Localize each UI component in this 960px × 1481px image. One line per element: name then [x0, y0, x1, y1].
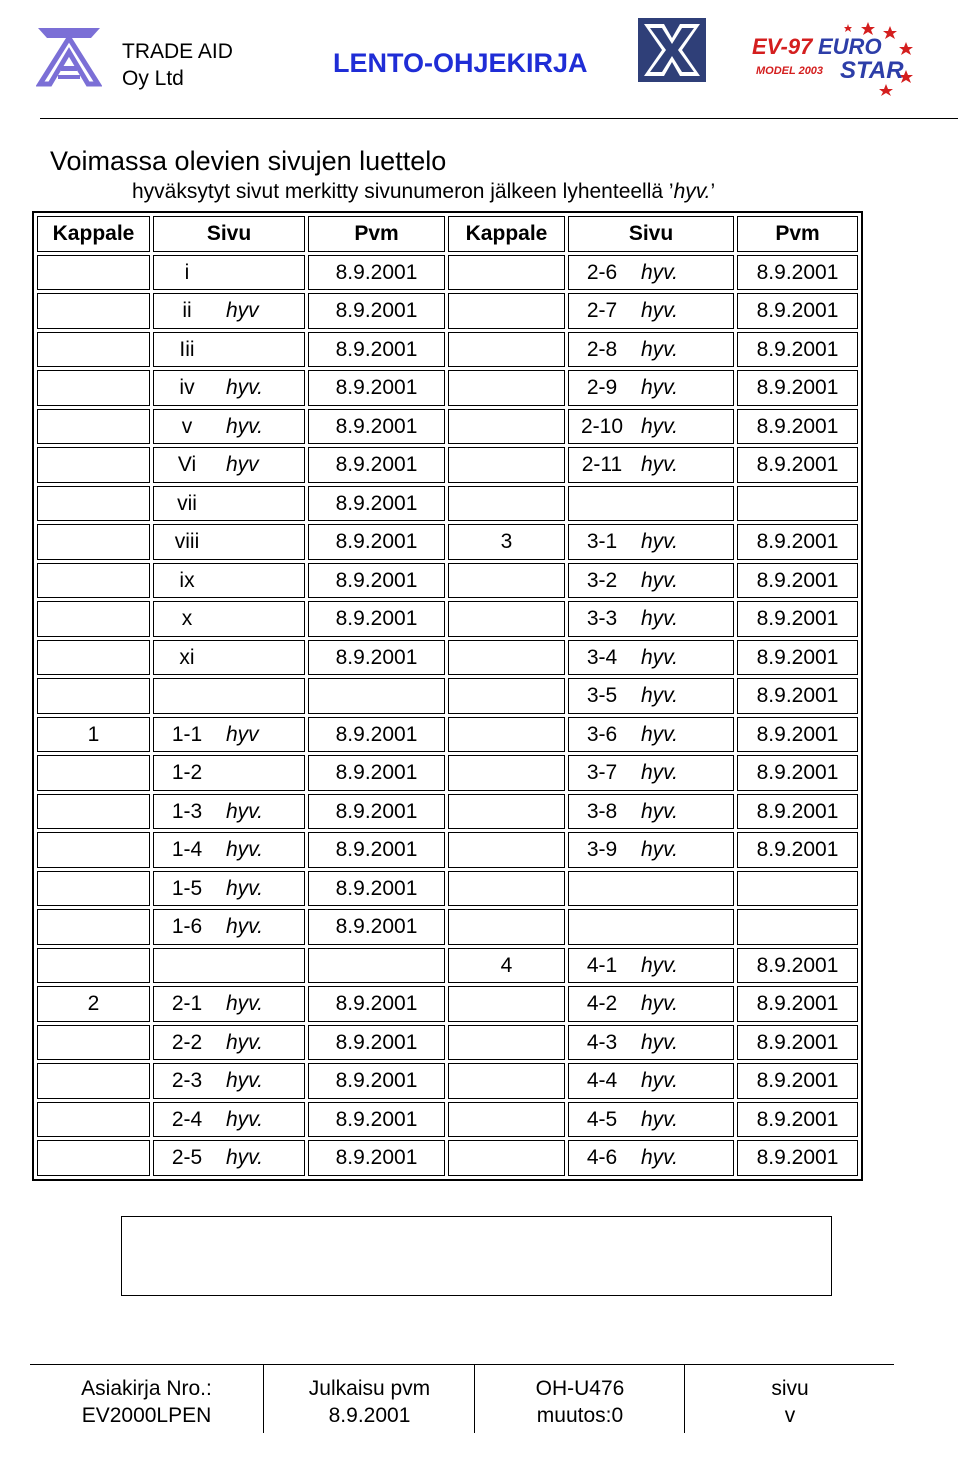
approved-mark: hyv.: [226, 376, 263, 399]
page-number: ii: [182, 299, 192, 322]
footer-divider: [263, 1365, 264, 1433]
section-cell-left: [37, 1063, 150, 1099]
section-cell-left: [37, 1140, 150, 1176]
date-cell-right: 8.9.2001: [737, 524, 858, 560]
date-cell-right: 8.9.2001: [737, 832, 858, 868]
page-number: xi: [179, 645, 195, 669]
footer-page-number: [686, 1365, 894, 1433]
approved-mark: hyv.: [641, 260, 678, 284]
date-cell-right: [737, 871, 858, 907]
header-divider: [40, 118, 958, 119]
page-cell-right: [568, 1102, 734, 1138]
page-cell-right: [568, 409, 734, 445]
approved-mark: hyv.: [226, 876, 263, 900]
section-cell-right: [448, 986, 565, 1022]
section-cell-left: [37, 640, 150, 676]
page-number: 4-3: [586, 1030, 618, 1054]
date-cell-right: 8.9.2001: [737, 1025, 858, 1061]
page-cell-right: [568, 640, 734, 676]
date-cell-right: 8.9.2001: [737, 640, 858, 676]
table-row: [37, 563, 858, 599]
page-cell-left: [153, 255, 305, 291]
table-row: [37, 1025, 858, 1061]
section-cell-left: [37, 948, 150, 984]
page-number: 2-1: [171, 992, 203, 1015]
section-cell-right: [448, 293, 565, 329]
table-row: [37, 678, 858, 714]
page-number: 3-3: [586, 607, 618, 630]
footer-divider: [474, 1365, 475, 1433]
footer-label: Julkaisu pvm: [308, 1377, 431, 1400]
page-number: 3-5: [586, 684, 618, 707]
table-row: [37, 332, 858, 368]
approved-mark: hyv.: [641, 761, 678, 784]
ev97-eurostar-logo: [748, 18, 914, 96]
page-cell-left: [153, 293, 305, 329]
empty-notes-box: [121, 1216, 832, 1296]
section-cell-left: [37, 871, 150, 907]
page-cell-right: [568, 1063, 734, 1099]
page-cell-left: [153, 755, 305, 791]
page-cell-left: [153, 678, 305, 714]
table-row: [37, 524, 858, 560]
table-row: [37, 1102, 858, 1138]
page-cell-right: [568, 255, 734, 291]
subtitle-abbreviation: hyv.: [673, 180, 711, 203]
page-number: i: [184, 260, 190, 284]
page-number: 2-5: [171, 1146, 203, 1169]
date-cell-left: 8.9.2001: [308, 524, 445, 560]
section-cell-right: [448, 1102, 565, 1138]
page-cell-left: [153, 332, 305, 368]
page-cell-right: [568, 755, 734, 791]
approved-mark: hyv: [226, 453, 259, 476]
date-cell-right: [737, 909, 858, 945]
approved-mark: hyv.: [226, 915, 263, 938]
page-number: x: [181, 607, 193, 630]
section-cell-left: [37, 447, 150, 483]
section-cell-right: [448, 832, 565, 868]
page-cell-left: [153, 601, 305, 637]
section-cell-right: [448, 909, 565, 945]
section-cell-left: 2: [37, 986, 150, 1022]
section-cell-left: [37, 409, 150, 445]
company-line-2: Oy Ltd: [122, 67, 184, 90]
table-header-row: [37, 216, 858, 252]
approved-mark: hyv.: [226, 1146, 263, 1169]
date-cell-left: 8.9.2001: [308, 409, 445, 445]
page-cell-left: [153, 871, 305, 907]
footer-document-number: [30, 1365, 263, 1433]
page-number: 2-2: [171, 1030, 203, 1054]
date-cell-left: 8.9.2001: [308, 486, 445, 522]
page-cell-left: [153, 447, 305, 483]
date-cell-left: 8.9.2001: [308, 447, 445, 483]
table-row: [37, 794, 858, 830]
section-cell-right: [448, 1140, 565, 1176]
section-cell-right: [448, 563, 565, 599]
page-number: 3-9: [586, 838, 618, 861]
date-cell-left: [308, 678, 445, 714]
date-cell-left: 8.9.2001: [308, 986, 445, 1022]
footer-label: Asiakirja Nro.:: [81, 1377, 212, 1400]
page-cell-left: [153, 909, 305, 945]
date-cell-left: 8.9.2001: [308, 1025, 445, 1061]
table-row: [37, 909, 858, 945]
page-cell-right: [568, 794, 734, 830]
table-row: [37, 409, 858, 445]
col-header-page-right: Sivu: [568, 216, 734, 252]
section-cell-right: [448, 640, 565, 676]
page-number: iv: [179, 376, 195, 399]
page-cell-left: [153, 794, 305, 830]
approved-mark: hyv.: [641, 530, 678, 553]
approved-mark: hyv.: [641, 607, 678, 630]
approved-mark: hyv.: [641, 992, 678, 1015]
page-cell-left: [153, 1140, 305, 1176]
table-row: [37, 717, 858, 753]
page-number: 4-6: [586, 1146, 618, 1169]
section-cell-right: [448, 447, 565, 483]
page-number: 3-2: [586, 568, 618, 592]
page-cell-right: [568, 447, 734, 483]
footer-divider: [684, 1365, 685, 1433]
page-cell-left: [153, 524, 305, 560]
page-subtitle: [132, 180, 715, 204]
col-header-section-right: Kappale: [448, 216, 565, 252]
page-number: 4-5: [586, 1107, 618, 1131]
approved-mark: hyv: [226, 722, 259, 746]
approved-mark: hyv.: [226, 1069, 263, 1092]
page-number: 3-6: [586, 722, 618, 746]
date-cell-left: 8.9.2001: [308, 871, 445, 907]
page-cell-right: [568, 986, 734, 1022]
section-cell-left: [37, 1025, 150, 1061]
page-cell-right: [568, 1025, 734, 1061]
section-cell-right: [448, 794, 565, 830]
page-number: 2-3: [171, 1069, 203, 1092]
page-cell-right: [568, 909, 734, 945]
section-cell-left: [37, 293, 150, 329]
date-cell-left: 8.9.2001: [308, 1140, 445, 1176]
page-cell-left: [153, 486, 305, 522]
section-cell-right: [448, 717, 565, 753]
section-cell-right: 3: [448, 524, 565, 560]
table-row: [37, 640, 858, 676]
page-number: 2-7: [586, 299, 618, 322]
table-row: [37, 601, 858, 637]
page-cell-right: [568, 948, 734, 984]
date-cell-right: 8.9.2001: [737, 1063, 858, 1099]
date-cell-left: [308, 948, 445, 984]
date-cell-right: 8.9.2001: [737, 447, 858, 483]
table-row: [37, 293, 858, 329]
col-header-date-left: Pvm: [308, 216, 445, 252]
table-row: [37, 986, 858, 1022]
date-cell-right: 8.9.2001: [737, 986, 858, 1022]
table-row: [37, 755, 858, 791]
date-cell-left: 8.9.2001: [308, 563, 445, 599]
date-cell-left: 8.9.2001: [308, 370, 445, 406]
page-number: viii: [174, 530, 200, 553]
table-row: [37, 447, 858, 483]
section-cell-right: [448, 871, 565, 907]
page-number: 3-7: [586, 761, 618, 784]
page-cell-left: [153, 1025, 305, 1061]
svg-text:EURO: EURO: [818, 34, 882, 59]
date-cell-left: 8.9.2001: [308, 794, 445, 830]
date-cell-right: 8.9.2001: [737, 409, 858, 445]
page-cell-right: [568, 601, 734, 637]
footer-revision: [476, 1365, 684, 1433]
page-header: [0, 0, 960, 122]
date-cell-right: 8.9.2001: [737, 601, 858, 637]
col-header-date-right: Pvm: [737, 216, 858, 252]
page-number: 3-4: [586, 645, 618, 669]
page-number: 2-10: [580, 414, 624, 438]
page-cell-right: [568, 1140, 734, 1176]
date-cell-left: 8.9.2001: [308, 293, 445, 329]
document-title: LENTO-OHJEKIRJA: [333, 48, 588, 78]
date-cell-right: [737, 486, 858, 522]
page-cell-left: [153, 563, 305, 599]
valid-pages-table: [32, 211, 863, 1181]
approved-mark: hyv.: [641, 838, 678, 861]
section-cell-left: [37, 909, 150, 945]
svg-text:EV-97: EV-97: [752, 34, 813, 59]
page-cell-right: [568, 871, 734, 907]
table-row: [37, 871, 858, 907]
section-cell-right: [448, 409, 565, 445]
footer-value: 8.9.2001: [328, 1404, 411, 1427]
page-cell-left: [153, 370, 305, 406]
section-cell-right: [448, 255, 565, 291]
section-cell-left: 1: [37, 717, 150, 753]
date-cell-left: 8.9.2001: [308, 755, 445, 791]
subtitle-prefix: hyväksytyt sivut merkitty sivunumeron jälkeen lyhenteellä ’: [132, 180, 674, 203]
approved-mark: hyv.: [641, 1107, 678, 1131]
approved-mark: hyv: [226, 299, 259, 322]
approved-mark: hyv.: [641, 414, 678, 438]
section-cell-right: [448, 370, 565, 406]
page-number: 2-9: [586, 376, 618, 399]
page-number: v: [181, 414, 193, 438]
section-cell-left: [37, 1102, 150, 1138]
approved-mark: hyv.: [641, 1030, 678, 1054]
date-cell-right: 8.9.2001: [737, 1140, 858, 1176]
footer-value: EV2000LPEN: [81, 1404, 212, 1427]
date-cell-left: 8.9.2001: [308, 1063, 445, 1099]
page-number: 4-4: [586, 1069, 618, 1092]
page-cell-right: [568, 370, 734, 406]
page-cell-left: [153, 717, 305, 753]
page-cell-right: [568, 717, 734, 753]
approved-mark: hyv.: [641, 376, 678, 399]
date-cell-right: 8.9.2001: [737, 1102, 858, 1138]
page-number: 1-2: [171, 761, 203, 784]
table-row: [37, 1140, 858, 1176]
section-cell-right: [448, 486, 565, 522]
svg-text:MODEL 2003: MODEL 2003: [756, 65, 824, 77]
date-cell-right: 8.9.2001: [737, 948, 858, 984]
page-number: ix: [179, 568, 195, 592]
approved-mark: hyv.: [226, 1107, 263, 1131]
approved-mark: hyv.: [226, 799, 263, 823]
page-number: Vi: [177, 453, 197, 476]
page-cell-left: [153, 1102, 305, 1138]
table-row: [37, 832, 858, 868]
section-cell-left: [37, 601, 150, 637]
approved-mark: hyv.: [641, 299, 678, 322]
page-cell-right: [568, 832, 734, 868]
page-number: 1-3: [171, 799, 203, 823]
page-cell-left: [153, 409, 305, 445]
page-number: 2-8: [586, 337, 618, 361]
section-cell-left: [37, 794, 150, 830]
footer-value: muutos:0: [536, 1404, 624, 1427]
section-cell-right: [448, 1063, 565, 1099]
section-cell-left: [37, 486, 150, 522]
table-row: [37, 1063, 858, 1099]
approved-mark: hyv.: [641, 337, 678, 361]
table-row: [37, 948, 858, 984]
date-cell-left: 8.9.2001: [308, 832, 445, 868]
page-number: 4-2: [586, 992, 618, 1015]
page-number: 1-5: [171, 876, 203, 900]
footer-value: v: [784, 1404, 796, 1427]
approved-mark: hyv.: [226, 992, 263, 1015]
page-cell-right: [568, 524, 734, 560]
approved-mark: hyv.: [226, 838, 263, 861]
page-number: 3-1: [586, 530, 618, 553]
approved-mark: hyv.: [641, 568, 678, 592]
page-number: 1-1: [171, 722, 203, 746]
approved-mark: hyv.: [641, 799, 678, 823]
date-cell-right: 8.9.2001: [737, 563, 858, 599]
section-cell-left: [37, 524, 150, 560]
approved-mark: hyv.: [641, 1146, 678, 1169]
page-number: 2-6: [586, 260, 618, 284]
page-cell-left: [153, 640, 305, 676]
x-logo: [636, 16, 708, 84]
footer-label: OH-U476: [535, 1377, 625, 1400]
section-cell-right: [448, 601, 565, 637]
date-cell-left: 8.9.2001: [308, 601, 445, 637]
col-header-section-left: Kappale: [37, 216, 150, 252]
date-cell-left: 8.9.2001: [308, 1102, 445, 1138]
page-number: 2-11: [581, 453, 623, 476]
page-cell-right: [568, 293, 734, 329]
date-cell-right: 8.9.2001: [737, 794, 858, 830]
page-number: 3-8: [586, 799, 618, 823]
company-line-1: TRADE AID: [122, 40, 233, 63]
date-cell-right: 8.9.2001: [737, 678, 858, 714]
page-number: 1-6: [171, 915, 203, 938]
page-cell-left: [153, 832, 305, 868]
section-cell-right: [448, 678, 565, 714]
footer-publish-date: [265, 1365, 474, 1433]
page-cell-left: [153, 1063, 305, 1099]
section-cell-left: [37, 255, 150, 291]
date-cell-right: 8.9.2001: [737, 755, 858, 791]
section-cell-left: [37, 678, 150, 714]
date-cell-right: 8.9.2001: [737, 370, 858, 406]
page-cell-right: [568, 486, 734, 522]
page-number: Iii: [179, 337, 195, 361]
date-cell-left: 8.9.2001: [308, 332, 445, 368]
approved-mark: hyv.: [641, 645, 678, 669]
table-row: [37, 370, 858, 406]
approved-mark: hyv.: [641, 1069, 678, 1092]
section-cell-right: [448, 332, 565, 368]
section-cell-left: [37, 370, 150, 406]
section-cell-left: [37, 755, 150, 791]
page-cell-right: [568, 332, 734, 368]
approved-mark: hyv.: [641, 953, 678, 977]
page-number: 1-4: [171, 838, 203, 861]
company-name: [122, 38, 233, 92]
section-cell-left: [37, 332, 150, 368]
date-cell-left: 8.9.2001: [308, 255, 445, 291]
col-header-page-left: Sivu: [153, 216, 305, 252]
section-cell-left: [37, 832, 150, 868]
approved-mark: hyv.: [641, 722, 678, 746]
date-cell-right: 8.9.2001: [737, 255, 858, 291]
trade-aid-logo: [36, 26, 102, 88]
page-cell-right: [568, 678, 734, 714]
approved-mark: hyv.: [226, 414, 263, 438]
date-cell-right: 8.9.2001: [737, 717, 858, 753]
page-cell-right: [568, 563, 734, 599]
page-number: vii: [177, 491, 197, 515]
page-title: Voimassa olevien sivujen luettelo: [50, 146, 447, 176]
page-cell-left: [153, 948, 305, 984]
page-number: 4-1: [586, 953, 618, 977]
date-cell-left: 8.9.2001: [308, 640, 445, 676]
page-footer: [30, 1364, 894, 1433]
date-cell-right: 8.9.2001: [737, 332, 858, 368]
approved-mark: hyv.: [226, 1030, 263, 1054]
subtitle-suffix: ’: [710, 180, 716, 203]
table-row: [37, 486, 858, 522]
section-cell-right: 4: [448, 948, 565, 984]
approved-mark: hyv.: [641, 684, 678, 707]
section-cell-right: [448, 755, 565, 791]
footer-label: sivu: [771, 1377, 809, 1400]
date-cell-left: 8.9.2001: [308, 717, 445, 753]
date-cell-right: 8.9.2001: [737, 293, 858, 329]
approved-mark: hyv.: [641, 453, 678, 476]
section-cell-right: [448, 1025, 565, 1061]
table-body: [37, 255, 858, 1176]
page-cell-left: [153, 986, 305, 1022]
svg-text:STAR: STAR: [840, 57, 904, 84]
page-number: 2-4: [171, 1107, 203, 1131]
date-cell-left: 8.9.2001: [308, 909, 445, 945]
section-cell-left: [37, 563, 150, 599]
table-row: [37, 255, 858, 291]
